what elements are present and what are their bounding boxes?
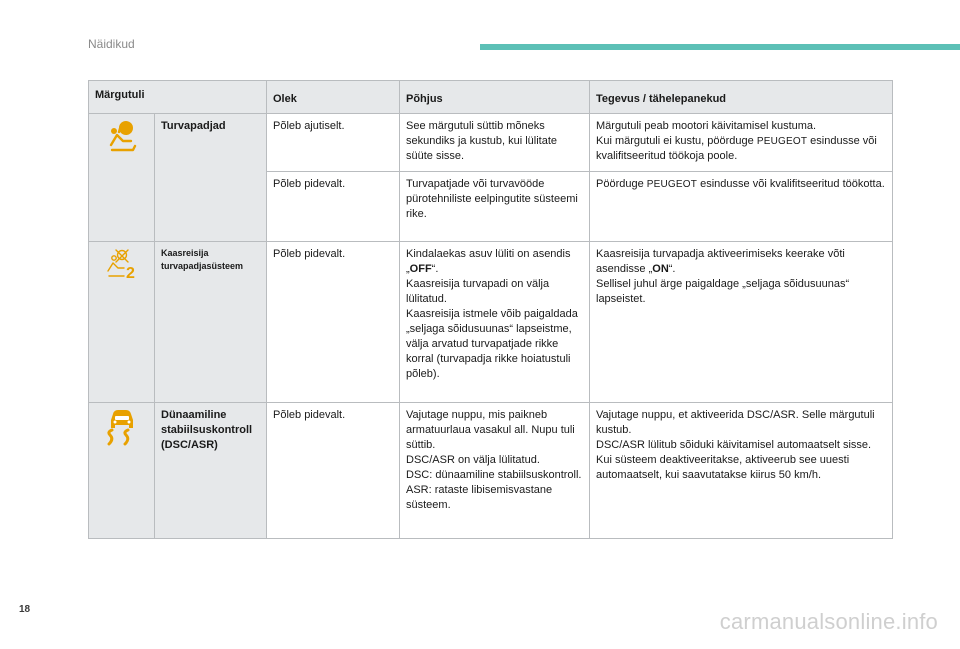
cause-text: Kindalaekas asuv lüliti on asendis „: [406, 248, 571, 275]
section-title: Näidikud: [88, 37, 135, 51]
action-text: esindusse või kvalifitseeritud töökoja poole.: [596, 135, 877, 162]
cause-text: Kaasreisija turvapadi on välja lülitatud.: [406, 278, 550, 305]
action-text: Märgutuli peab mootori käivitamisel kustuma.: [596, 120, 817, 132]
warning-lights-table: [88, 80, 893, 539]
table-row: [89, 114, 893, 172]
column-header-cause: Põhjus: [400, 81, 590, 114]
key-position: ON: [652, 263, 669, 275]
action-text: Pöörduge: [596, 178, 647, 190]
action-cell: [590, 172, 893, 242]
light-name: Kaasreisija turvapadjasüsteem: [155, 242, 267, 403]
action-text: “.: [668, 263, 676, 275]
column-header-light: Märgutuli: [89, 81, 267, 114]
column-header-state: Olek: [267, 81, 400, 114]
cause-text: Kaasreisija istmele võib paigaldada „seljaga sõidusuunas“ lapseistme, välja arvatud turvapatjade rikke korral (turvapadja rikke hoiatustuli põleb).: [406, 308, 578, 380]
action-cell: [590, 403, 893, 539]
cause-text: “.: [431, 263, 439, 275]
state-cell: Põleb ajutiselt.: [267, 114, 400, 172]
passenger-airbag-off-icon: [105, 247, 139, 281]
cause-text: DSC: dünaamiline stabiilsuskontroll.: [406, 469, 582, 481]
light-name: Turvapadjad: [155, 114, 267, 242]
light-name: Dünaamiline stabiilsuskontroll (DSC/ASR): [155, 403, 267, 539]
action-text: Sellisel juhul ärge paigaldage „seljaga sõidusuunas“ lapseistet.: [596, 278, 850, 305]
action-text: esindusse või kvalifitseeritud töökotta.: [697, 178, 885, 190]
brand-name: PEUGEOT: [646, 179, 698, 190]
action-text: Kui märgutuli ei kustu, pöörduge: [596, 135, 757, 147]
table-row: [89, 242, 893, 403]
cause-text: Vajutage nuppu, mis paikneb armatuurlaua vasakul all. Nupu tuli süttib.: [406, 409, 575, 451]
cause-cell: [400, 242, 590, 403]
cause-cell: [400, 403, 590, 539]
action-cell: [590, 114, 893, 172]
action-text: Vajutage nuppu, et aktiveerida DSC/ASR. Selle märgutuli kustub.: [596, 409, 875, 436]
watermark: carmanualsonline.info: [719, 609, 938, 634]
table-header-row: [89, 81, 893, 114]
dsc-skid-icon: [105, 408, 139, 446]
cause-text: DSC/ASR on välja lülitatud.: [406, 454, 540, 466]
state-cell: Põleb pidevalt.: [267, 172, 400, 242]
state-cell: Põleb pidevalt.: [267, 403, 400, 539]
airbag-warning-icon: [107, 119, 137, 153]
cause-text: ASR: rataste libisemisvastane süsteem.: [406, 484, 553, 511]
state-cell: Põleb pidevalt.: [267, 242, 400, 403]
action-text: Kaasreisija turvapadja aktiveerimiseks keerake võti asendisse „: [596, 248, 845, 275]
icon-cell: [89, 403, 155, 539]
icon-cell: [89, 114, 155, 242]
action-cell: [590, 242, 893, 403]
accent-bar: [480, 44, 960, 50]
column-header-action: Tegevus / tähelepanekud: [590, 81, 893, 114]
cause-cell: See märgutuli süttib mõneks sekundiks ja kustub, kui lülitate süüte sisse.: [400, 114, 590, 172]
action-text: Kui süsteem deaktiveeritakse, aktiveerub see uuesti automaatselt, kui saavutatakse kiirus 50 km/h.: [596, 454, 850, 481]
table-row: [89, 403, 893, 539]
switch-position: OFF: [409, 263, 432, 275]
svg-text:2: 2: [125, 265, 135, 281]
brand-name: PEUGEOT: [756, 136, 808, 147]
icon-cell: [89, 242, 155, 403]
cause-cell: Turvapatjade või turvavööde pürotehniliste eelpingutite süsteemi rike.: [400, 172, 590, 242]
page-number: 18: [19, 604, 31, 615]
action-text: DSC/ASR lülitub sõiduki käivitamisel automaatselt sisse.: [596, 439, 872, 451]
